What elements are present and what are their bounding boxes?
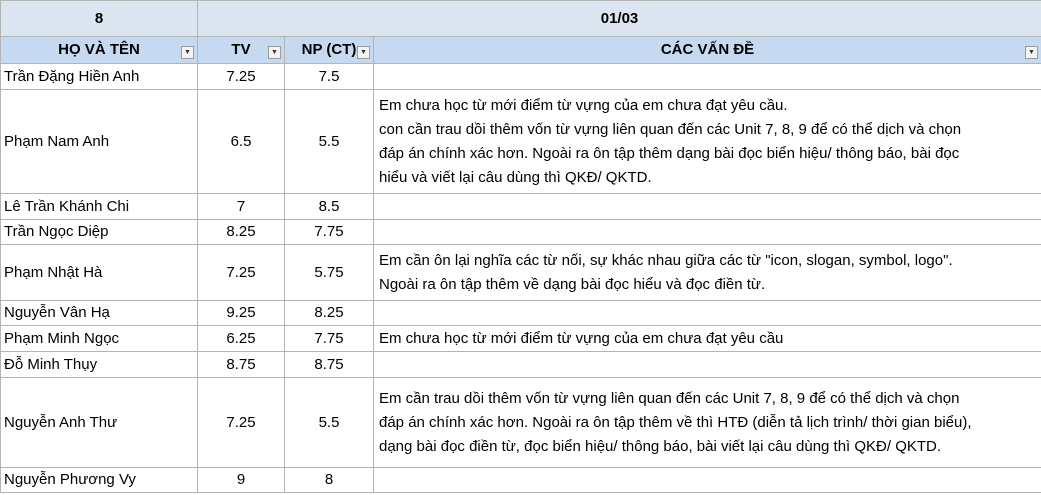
- tv-score-cell[interactable]: 8.75: [198, 352, 285, 378]
- filter-dropdown-icon[interactable]: ▼: [357, 46, 370, 59]
- header-name: [1, 37, 198, 64]
- header-tv: [198, 37, 285, 64]
- tv-score-cell[interactable]: 9: [198, 468, 285, 493]
- issue-line: Em cần trau dồi thêm vốn từ vựng liên quan đến các Unit 7, 8, 9 để có thể dịch và chọn: [379, 389, 960, 407]
- issue-line: đáp án chính xác hơn. Ngoài ra ôn tập thêm dạng bài đọc biển hiệu/ thông báo, bài đọc: [379, 144, 960, 162]
- header-np-label: NP (CT): [301, 41, 357, 58]
- np-score-cell[interactable]: 8.25: [285, 301, 374, 326]
- issues-cell[interactable]: [374, 326, 1041, 352]
- table-row: [1, 326, 1041, 352]
- table-row: [1, 220, 1041, 245]
- issues-cell[interactable]: [374, 378, 1041, 468]
- filter-dropdown-icon[interactable]: ▼: [1025, 46, 1038, 59]
- header-issues-label: CÁC VẤN ĐỀ: [660, 41, 755, 58]
- title-row: [1, 1, 1041, 37]
- issue-line: Em cần ôn lại nghĩa các từ nối, sự khác nhau giữa các từ "icon, slogan, symbol, logo".: [379, 251, 953, 269]
- tv-score-cell[interactable]: 6.5: [198, 90, 285, 194]
- np-score-cell[interactable]: 8.5: [285, 194, 374, 220]
- filter-dropdown-icon[interactable]: ▼: [181, 46, 194, 59]
- student-name-cell[interactable]: Phạm Nam Anh: [1, 90, 198, 194]
- tv-score-cell[interactable]: 9.25: [198, 301, 285, 326]
- tv-score-cell[interactable]: 8.25: [198, 220, 285, 245]
- tv-score-cell[interactable]: 7.25: [198, 64, 285, 90]
- student-name-cell[interactable]: Nguyễn Phương Vy: [1, 468, 198, 493]
- np-score-cell[interactable]: 8.75: [285, 352, 374, 378]
- filter-dropdown-icon[interactable]: ▼: [268, 46, 281, 59]
- header-np: [285, 37, 374, 64]
- issues-cell[interactable]: [374, 352, 1041, 378]
- issues-cell[interactable]: [374, 220, 1041, 245]
- student-name-cell[interactable]: Trần Đặng Hiền Anh: [1, 64, 198, 90]
- issue-line: con cần trau dồi thêm vốn từ vựng liên quan đến các Unit 7, 8, 9 để có thể dịch và chọn: [379, 120, 962, 138]
- issue-line: hiểu và viết lại câu dùng thì QKĐ/ QKTD.: [379, 168, 652, 186]
- class-cell: 8: [1, 1, 198, 37]
- np-score-cell[interactable]: 8: [285, 468, 374, 493]
- np-score-cell[interactable]: 5.5: [285, 90, 374, 194]
- issue-line: Em chưa học từ mới điểm từ vựng của em chưa đạt yêu cầu.: [379, 96, 788, 114]
- issue-line: đáp án chính xác hơn. Ngoài ra ôn tập thêm về thì HTĐ (diễn tả lịch trình/ thời gian biểu),: [379, 413, 972, 431]
- np-score-cell[interactable]: 7.5: [285, 64, 374, 90]
- student-name-cell[interactable]: Trần Ngọc Diệp: [1, 220, 198, 245]
- tv-score-cell[interactable]: 7.25: [198, 378, 285, 468]
- issue-line: Ngoài ra ôn tập thêm về dạng bài đọc hiểu và đọc điền từ.: [379, 275, 766, 293]
- student-name-cell[interactable]: Nguyễn Anh Thư: [1, 378, 198, 468]
- tv-score-cell[interactable]: 7.25: [198, 245, 285, 301]
- date-cell: 01/03: [198, 1, 1041, 37]
- np-score-cell[interactable]: 7.75: [285, 220, 374, 245]
- issues-cell[interactable]: [374, 64, 1041, 90]
- student-name-cell[interactable]: Lê Trần Khánh Chi: [1, 194, 198, 220]
- tv-score-cell[interactable]: 6.25: [198, 326, 285, 352]
- issues-cell[interactable]: [374, 301, 1041, 326]
- table-row: [1, 90, 1041, 194]
- header-tv-label: TV: [231, 41, 251, 58]
- table-row: [1, 245, 1041, 301]
- table-row: [1, 194, 1041, 220]
- student-name-cell[interactable]: Đỗ Minh Thụy: [1, 352, 198, 378]
- np-score-cell[interactable]: 7.75: [285, 326, 374, 352]
- table-row: [1, 352, 1041, 378]
- table-row: [1, 468, 1041, 493]
- issues-cell[interactable]: [374, 90, 1041, 194]
- header-row: [1, 37, 1041, 64]
- np-score-cell[interactable]: 5.5: [285, 378, 374, 468]
- table-row: [1, 301, 1041, 326]
- np-score-cell[interactable]: 5.75: [285, 245, 374, 301]
- header-name-label: HỌ VÀ TÊN: [58, 41, 140, 58]
- table-row: [1, 378, 1041, 468]
- student-name-cell[interactable]: Phạm Nhật Hà: [1, 245, 198, 301]
- issue-line: Em chưa học từ mới điểm từ vựng của em chưa đạt yêu cầu: [379, 329, 784, 347]
- student-name-cell[interactable]: Nguyễn Vân Hạ: [1, 301, 198, 326]
- issues-cell[interactable]: [374, 194, 1041, 220]
- issue-line: dạng bài đọc điền từ, đọc biển hiệu/ thông báo, bài viết lại câu dùng thì QKĐ/ QKTD.: [379, 437, 942, 455]
- table-row: [1, 64, 1041, 90]
- tv-score-cell[interactable]: 7: [198, 194, 285, 220]
- header-issues: [374, 37, 1041, 64]
- student-name-cell[interactable]: Phạm Minh Ngọc: [1, 326, 198, 352]
- issues-cell[interactable]: [374, 468, 1041, 493]
- issues-cell[interactable]: [374, 245, 1041, 301]
